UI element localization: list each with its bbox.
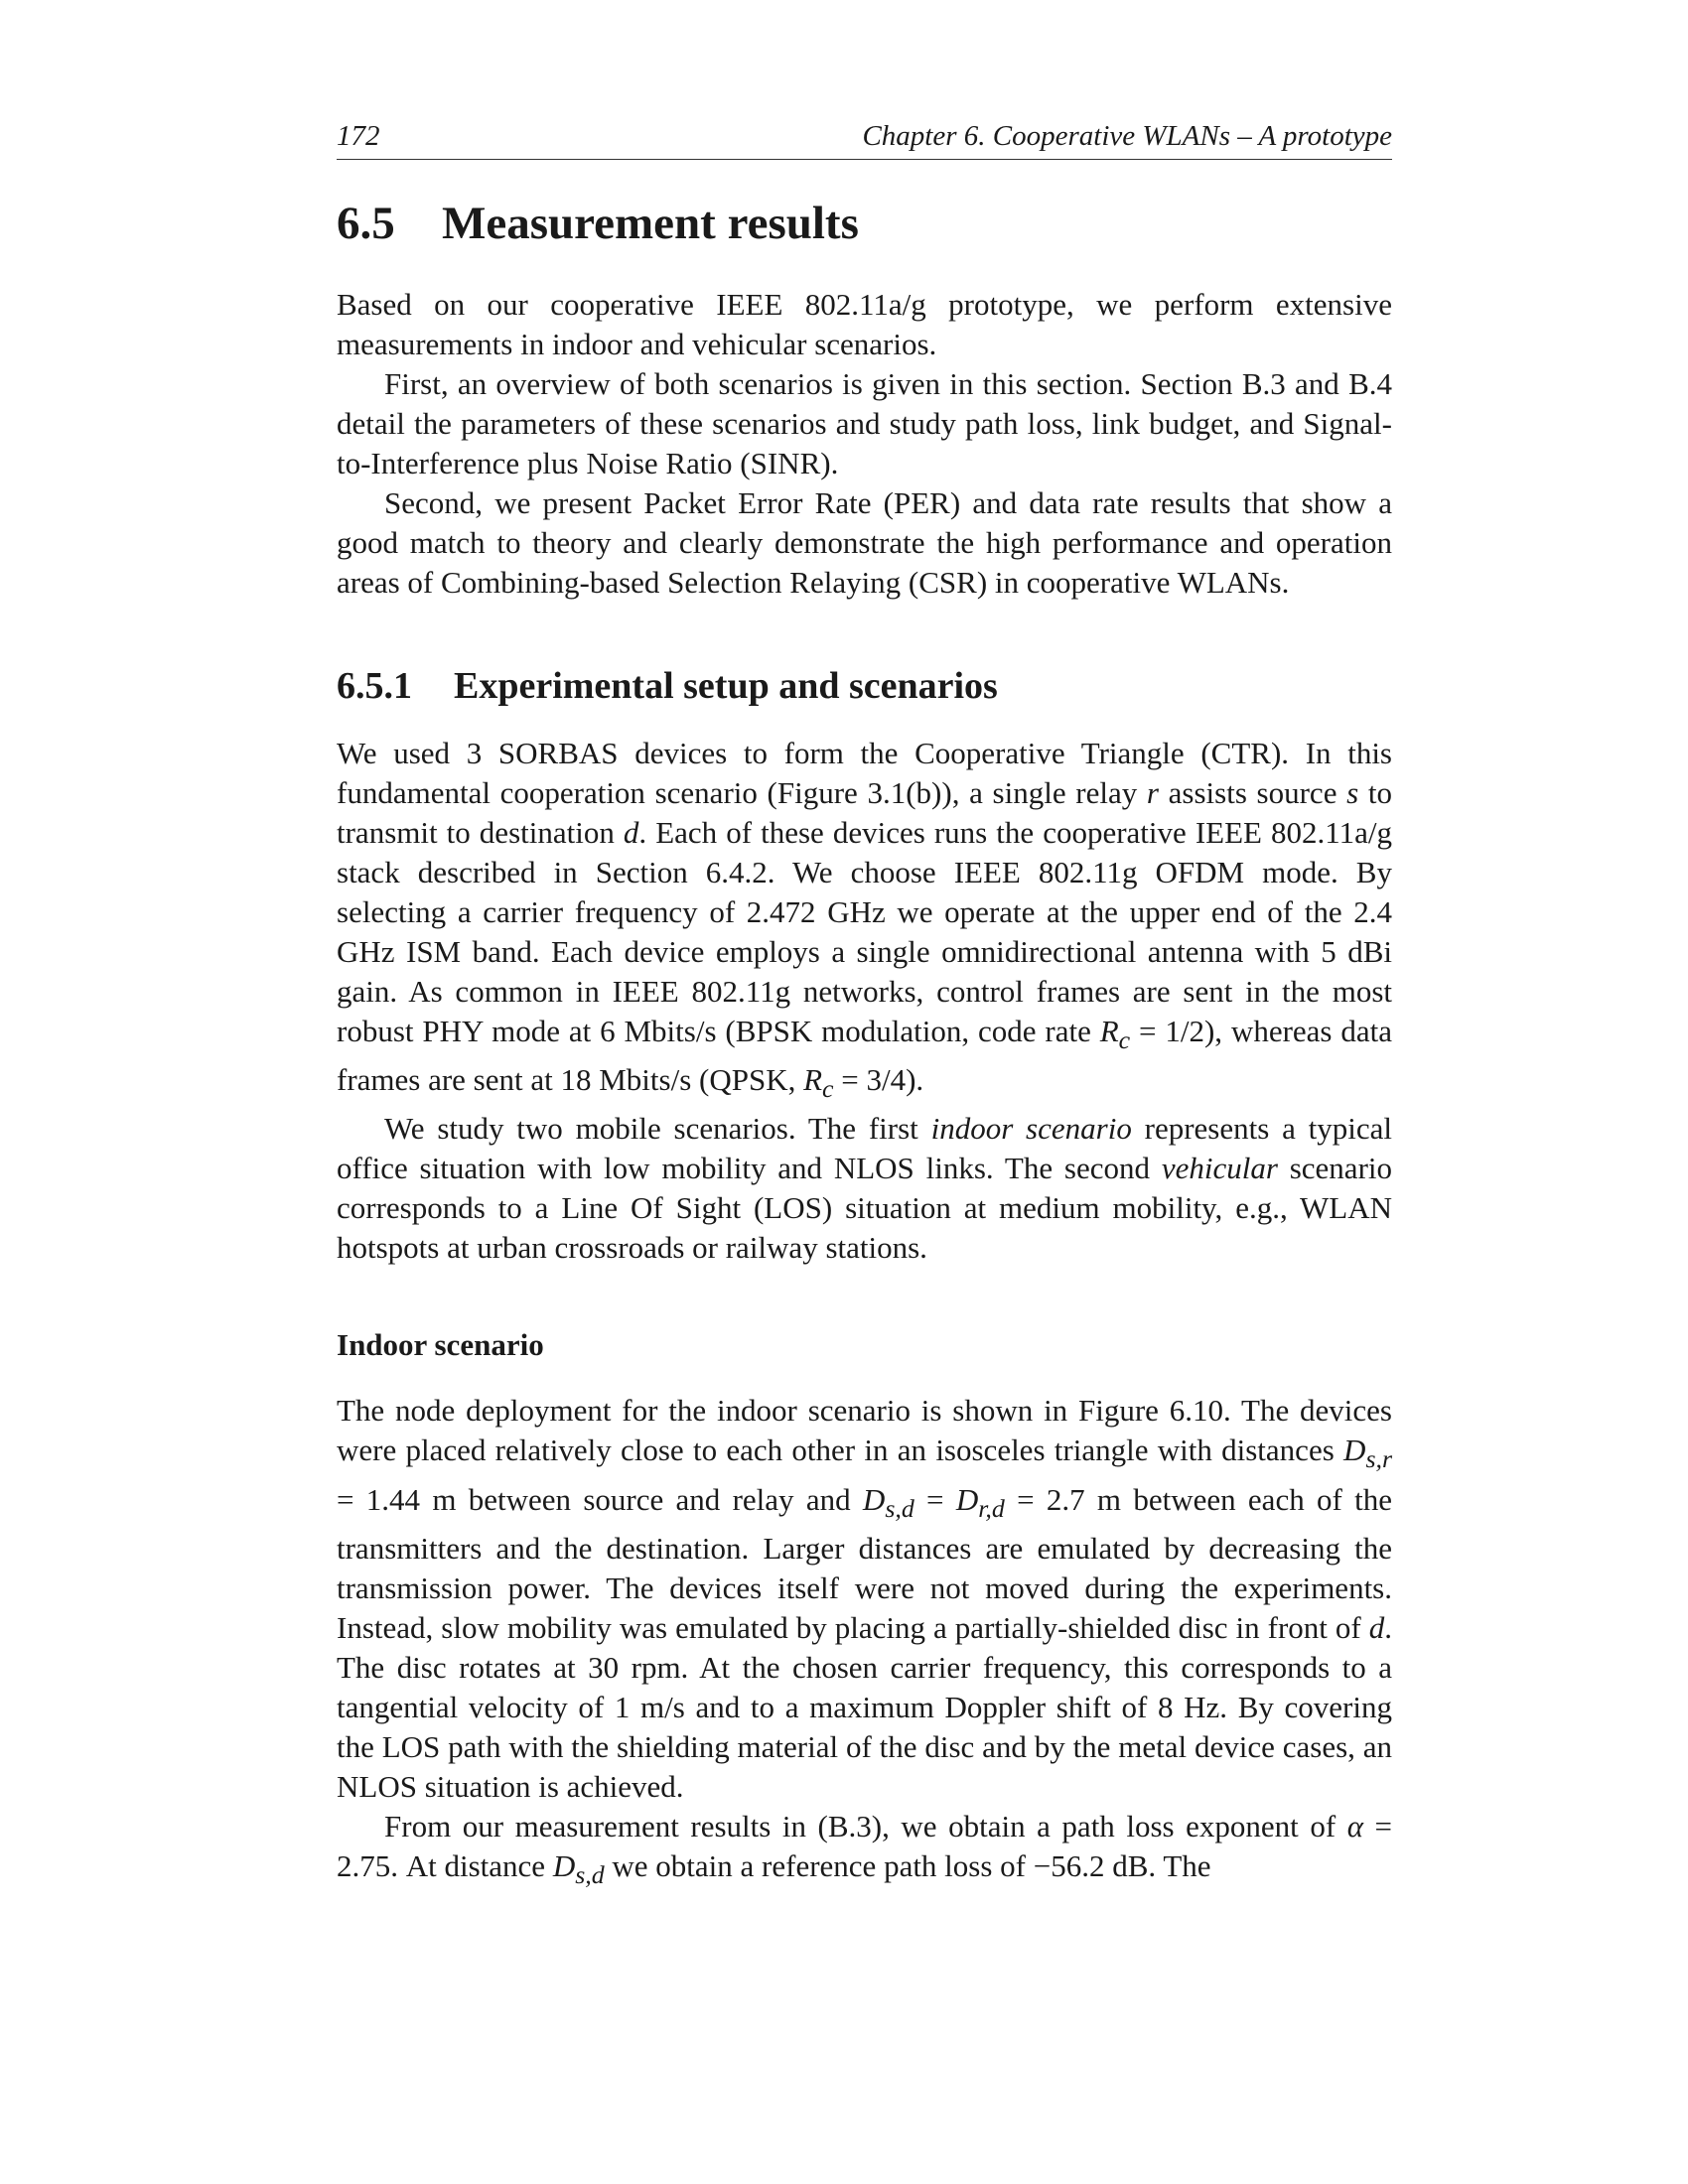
running-head [337,119,1392,160]
page-number: 172 [337,120,380,152]
paragraph: First, an overview of both scenarios is given in this section. Section B.3 and B.4 detail the parameters of these scenarios and study path loss, link budget, and Signal-to-Interference plus Noise Ratio (SINR). [337,366,1392,480]
page [337,119,1392,1895]
paragraph: Based on our cooperative IEEE 802.11a/g prototype, we perform extensive measurements in indoor and vehicular scenarios. [337,287,1392,361]
paragraph: The node deployment for the indoor scenario is shown in Figure 6.10. The devices were placed relatively close to each other in an isosceles triangle with distances $D_{s,r} = 1.44$ m between source and relay and $D_{s,d} = D_{r,d} = 2.7$ m between each of the transmitters and the destination. Larger distances are emulated by decreasing the transmission power. The devices itself were not moved during the experiments. Instead, slow mobility was emulated by placing a partially-shielded disc in front of d. The disc rotates at 30 rpm. At the chosen carrier frequency, this corresponds to a tangential velocity of 1 m/s and to a maximum Doppler shift of 8 Hz. By covering the LOS path with the shielding material of the disc and by the metal device cases, an NLOS situation is achieved. [337,1393,1392,1804]
subsection-number: 6.5.1 [337,665,412,707]
paragraph: We study two mobile scenarios. The first indoor scenario represents a typical office situation with low mobility and NLOS links. The second vehicular scenario corresponds to a Line Of Sight (LOS) situation at medium mobility, e.g., WLAN hotspots at urban crossroads or railway stations. [337,1111,1393,1266]
paragraph: From our measurement results in (B.3), we obtain a path loss exponent of α = 2.75. At distance $D_{s,d}$ we obtain a reference path loss of −56.2 dB. The [337,1808,1392,1889]
subsection-title: Experimental setup and scenarios [454,665,998,707]
subsection-heading [337,662,1392,710]
section-number: 6.5 [337,198,395,249]
subsection-body [337,734,1392,1268]
section-body [337,285,1392,603]
paragraph: We used 3 SORBAS devices to form the Cooperative Triangle (CTR). In this fundamental cooperation scenario (Figure 3.1(b)), a single relay r assists source s to transmit to destination d. Each of these devices runs the cooperative IEEE 802.11a/g stack described in Section 6.4.2. We choose IEEE 802.11g OFDM mode. By selecting a carrier frequency of 2.472 GHz we operate at the upper end of the 2.4 GHz ISM band. Each device employs a single omnidirectional antenna with 5 dBi gain. As common in IEEE 802.11g networks, control frames are sent in the most robust PHY mode at 6 Mbits/s (BPSK modulation, code rate $R_c = 1/2$), whereas data frames are sent at 18 Mbits/s (QPSK, $R_c = 3/4$). [337,736,1392,1104]
subsubsection-body [337,1391,1392,1895]
paragraph: Second, we present Packet Error Rate (PER) and data rate results that show a good match to theory and clearly demonstrate the high performance and operation areas of Combining-based Selection Relaying (CSR) in cooperative WLANs. [337,485,1392,600]
section-title: Measurement results [442,198,859,249]
section-heading [337,194,1392,253]
chapter-title: Chapter 6. Cooperative WLANs – A prototype [862,120,1392,152]
subsubsection-heading: Indoor scenario [337,1327,544,1363]
